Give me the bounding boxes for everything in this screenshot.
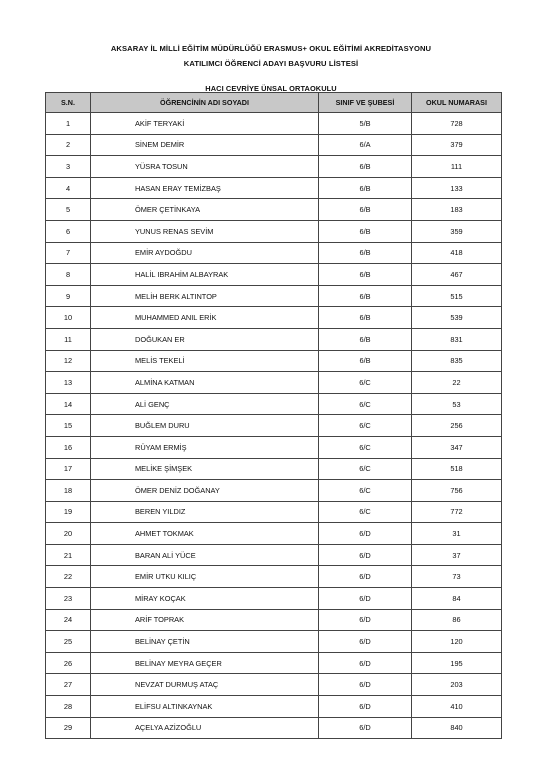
row-student-name: BEREN YILDIZ xyxy=(91,501,319,523)
row-school-number: 31 xyxy=(412,523,502,545)
row-sn: 23 xyxy=(46,588,91,610)
row-class: 6/B xyxy=(319,307,412,329)
row-student-name: YUNUS RENAS SEVİM xyxy=(91,220,319,242)
row-class: 6/B xyxy=(319,242,412,264)
row-school-number: 84 xyxy=(412,588,502,610)
header-line-1: AKSARAY İL MİLLİ EĞİTİM MÜDÜRLÜĞÜ ERASMUS+ OKUL EĞİTİMİ AKREDİTASYONU xyxy=(110,44,432,53)
row-class: 6/B xyxy=(319,285,412,307)
row-student-name: AÇELYA AZİZOĞLU xyxy=(91,717,319,739)
row-sn: 3 xyxy=(46,156,91,178)
header-line-2: KATILIMCI ÖĞRENCİ ADAYI BAŞVURU LİSTESİ xyxy=(183,59,359,68)
row-student-name: HASAN ERAY TEMİZBAŞ xyxy=(91,177,319,199)
row-school-number: 359 xyxy=(412,220,502,242)
row-sn: 20 xyxy=(46,523,91,545)
row-student-name: YÜSRA TOSUN xyxy=(91,156,319,178)
row-school-number: 133 xyxy=(412,177,502,199)
table-row xyxy=(46,652,502,674)
row-sn: 24 xyxy=(46,609,91,631)
row-student-name: MİRAY KOÇAK xyxy=(91,588,319,610)
row-class: 6/D xyxy=(319,652,412,674)
row-sn: 26 xyxy=(46,652,91,674)
table-row xyxy=(46,393,502,415)
table-row xyxy=(46,177,502,199)
table-row xyxy=(46,328,502,350)
row-school-number: 37 xyxy=(412,544,502,566)
row-sn: 12 xyxy=(46,350,91,372)
table-row xyxy=(46,631,502,653)
row-class: 6/D xyxy=(319,588,412,610)
table-row xyxy=(46,134,502,156)
row-class: 6/D xyxy=(319,717,412,739)
row-sn: 29 xyxy=(46,717,91,739)
row-student-name: MUHAMMED ANIL ERİK xyxy=(91,307,319,329)
row-student-name: BARAN ALİ YÜCE xyxy=(91,544,319,566)
row-student-name: ALMİNA KATMAN xyxy=(91,372,319,394)
table-row xyxy=(46,523,502,545)
table-row xyxy=(46,544,502,566)
table-row xyxy=(46,458,502,480)
row-student-name: BUĞLEM DURU xyxy=(91,415,319,437)
row-class: 6/B xyxy=(319,177,412,199)
row-student-name: DOĞUKAN ER xyxy=(91,328,319,350)
row-school-number: 86 xyxy=(412,609,502,631)
row-school-number: 203 xyxy=(412,674,502,696)
table-row xyxy=(46,480,502,502)
column-header-name: ÖĞRENCİNİN ADI SOYADI xyxy=(91,93,319,113)
document-header xyxy=(0,41,542,71)
row-sn: 6 xyxy=(46,220,91,242)
row-school-number: 111 xyxy=(412,156,502,178)
row-school-number: 418 xyxy=(412,242,502,264)
row-class: 6/D xyxy=(319,674,412,696)
table-row xyxy=(46,285,502,307)
table-row xyxy=(46,415,502,437)
row-class: 6/B xyxy=(319,156,412,178)
row-school-number: 756 xyxy=(412,480,502,502)
row-school-number: 256 xyxy=(412,415,502,437)
row-school-number: 22 xyxy=(412,372,502,394)
row-class: 6/B xyxy=(319,328,412,350)
row-sn: 2 xyxy=(46,134,91,156)
table-row xyxy=(46,609,502,631)
row-sn: 18 xyxy=(46,480,91,502)
table-row xyxy=(46,717,502,739)
row-sn: 5 xyxy=(46,199,91,221)
row-class: 6/C xyxy=(319,372,412,394)
row-school-number: 728 xyxy=(412,113,502,135)
row-school-number: 467 xyxy=(412,264,502,286)
row-student-name: ÖMER ÇETİNKAYA xyxy=(91,199,319,221)
column-header-class: SINIF VE ŞUBESİ xyxy=(319,93,412,113)
row-sn: 25 xyxy=(46,631,91,653)
row-sn: 19 xyxy=(46,501,91,523)
row-sn: 9 xyxy=(46,285,91,307)
row-student-name: SİNEM DEMİR xyxy=(91,134,319,156)
table-row xyxy=(46,199,502,221)
row-student-name: EMİR UTKU KILIÇ xyxy=(91,566,319,588)
row-class: 6/D xyxy=(319,523,412,545)
row-student-name: MELİH BERK ALTINTOP xyxy=(91,285,319,307)
row-school-number: 120 xyxy=(412,631,502,653)
row-student-name: HALİL IBRAHİM ALBAYRAK xyxy=(91,264,319,286)
table-row xyxy=(46,307,502,329)
column-header-number: OKUL NUMARASI xyxy=(412,93,502,113)
row-class: 6/C xyxy=(319,458,412,480)
row-class: 6/B xyxy=(319,199,412,221)
table-row xyxy=(46,156,502,178)
row-sn: 16 xyxy=(46,436,91,458)
row-school-number: 73 xyxy=(412,566,502,588)
row-sn: 4 xyxy=(46,177,91,199)
row-school-number: 410 xyxy=(412,696,502,718)
row-class: 6/D xyxy=(319,544,412,566)
row-student-name: ÖMER DENİZ DOĞANAY xyxy=(91,480,319,502)
table-row xyxy=(46,113,502,135)
row-student-name: MELİS TEKELİ xyxy=(91,350,319,372)
row-class: 6/D xyxy=(319,631,412,653)
row-class: 6/C xyxy=(319,480,412,502)
table-row xyxy=(46,566,502,588)
row-student-name: ELİFSU ALTINKAYNAK xyxy=(91,696,319,718)
table-row xyxy=(46,674,502,696)
row-sn: 28 xyxy=(46,696,91,718)
row-school-number: 539 xyxy=(412,307,502,329)
table-body xyxy=(46,113,502,739)
table-row xyxy=(46,350,502,372)
row-school-number: 835 xyxy=(412,350,502,372)
row-sn: 21 xyxy=(46,544,91,566)
row-school-number: 379 xyxy=(412,134,502,156)
column-header-sn: S.N. xyxy=(46,93,91,113)
row-sn: 13 xyxy=(46,372,91,394)
row-sn: 1 xyxy=(46,113,91,135)
row-class: 6/C xyxy=(319,393,412,415)
row-student-name: AHMET TOKMAK xyxy=(91,523,319,545)
student-list-table xyxy=(45,92,502,739)
row-sn: 8 xyxy=(46,264,91,286)
row-class: 6/D xyxy=(319,696,412,718)
row-student-name: MELİKE ŞİMŞEK xyxy=(91,458,319,480)
row-school-number: 183 xyxy=(412,199,502,221)
row-school-number: 772 xyxy=(412,501,502,523)
row-class: 6/A xyxy=(319,134,412,156)
row-sn: 22 xyxy=(46,566,91,588)
row-student-name: NEVZAT DURMUŞ ATAÇ xyxy=(91,674,319,696)
table-row xyxy=(46,588,502,610)
row-class: 6/B xyxy=(319,220,412,242)
table-row xyxy=(46,242,502,264)
row-sn: 7 xyxy=(46,242,91,264)
row-sn: 15 xyxy=(46,415,91,437)
row-student-name: BELİNAY MEYRA GEÇER xyxy=(91,652,319,674)
school-name: HACI CEVRİYE ÜNSAL ORTAOKULU xyxy=(205,84,337,93)
row-school-number: 518 xyxy=(412,458,502,480)
row-class: 6/C xyxy=(319,436,412,458)
table-row xyxy=(46,372,502,394)
table-row xyxy=(46,696,502,718)
row-sn: 17 xyxy=(46,458,91,480)
row-school-number: 195 xyxy=(412,652,502,674)
row-student-name: AKİF TERYAKİ xyxy=(91,113,319,135)
row-class: 6/D xyxy=(319,609,412,631)
row-class: 5/B xyxy=(319,113,412,135)
row-sn: 10 xyxy=(46,307,91,329)
table-row xyxy=(46,220,502,242)
row-student-name: BELİNAY ÇETİN xyxy=(91,631,319,653)
table-header-row xyxy=(46,93,502,113)
table-row xyxy=(46,264,502,286)
row-class: 6/C xyxy=(319,501,412,523)
row-school-number: 831 xyxy=(412,328,502,350)
row-student-name: ARİF TOPRAK xyxy=(91,609,319,631)
row-class: 6/B xyxy=(319,264,412,286)
row-student-name: RÜYAM ERMİŞ xyxy=(91,436,319,458)
row-class: 6/C xyxy=(319,415,412,437)
table-row xyxy=(46,501,502,523)
row-student-name: ALİ GENÇ xyxy=(91,393,319,415)
row-student-name: EMİR AYDOĞDU xyxy=(91,242,319,264)
row-class: 6/D xyxy=(319,566,412,588)
row-sn: 27 xyxy=(46,674,91,696)
row-school-number: 515 xyxy=(412,285,502,307)
row-class: 6/B xyxy=(319,350,412,372)
row-school-number: 53 xyxy=(412,393,502,415)
row-school-number: 347 xyxy=(412,436,502,458)
row-sn: 11 xyxy=(46,328,91,350)
row-sn: 14 xyxy=(46,393,91,415)
table-row xyxy=(46,436,502,458)
row-school-number: 840 xyxy=(412,717,502,739)
